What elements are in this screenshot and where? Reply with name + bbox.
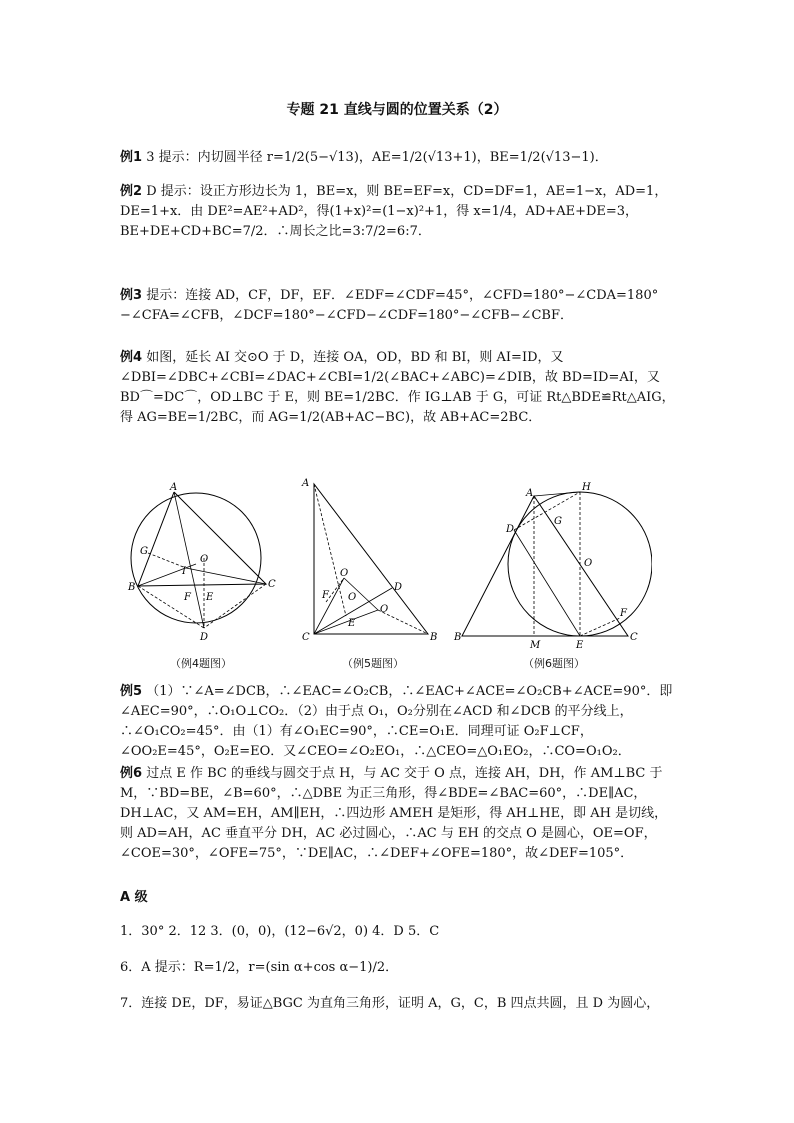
level-a-heading: A 级 <box>120 890 148 905</box>
answer-line: 7．连接 DE，DF，易证△BGC 为直角三角形，证明 A，G，C，B 四点共圆，且 D 为圆心， <box>120 996 660 1011</box>
svg-text:A: A <box>170 482 178 493</box>
svg-text:B: B <box>454 632 462 643</box>
example-5 <box>120 682 680 762</box>
svg-text:O: O <box>340 568 349 579</box>
example-text: 提示：连接 AD，CF，DF，EF．∠EDF=∠CDF=45°，∠CFD=180°−∠CDA=180°−∠CFA=∠CFB，∠DCF=180°−∠CFD−∠CDF=180°−∠CFB−∠CBF． <box>120 288 659 323</box>
example-2 <box>120 182 680 242</box>
svg-text:D: D <box>200 632 209 643</box>
example-label: 例2 <box>120 184 143 199</box>
figure-example-6 <box>452 478 652 648</box>
answer-line: 1．30° 2．12 3．(0，0)，(12−6√2，0) 4．D 5．C <box>120 924 440 939</box>
example-label: 例4 <box>120 350 143 365</box>
figure-example-5 <box>298 476 448 646</box>
svg-text:O: O <box>200 554 209 565</box>
svg-text:F: F <box>184 592 191 603</box>
example-text: （1）∵∠A=∠DCB，∴∠EAC=∠O₂CB，∴∠EAC+∠ACE=∠O₂CB+∠ACE=90°．即∠AEC=90°，∴O₁O⊥CO₂．（2）由于点 O₁，O₂分别在∠ACD 和∠DCB 的平分线上，∴∠O₁CO₂=45°．由（1）有∠O₁EC=90°，∴CE=O₁E．同理可证 O₂F⊥CF，∠OO₂E=45°，O₂E=EO．又∠CEO=∠O₂EO₁，∴△CEO=△O₁EO₂，∴CO=O₁O₂． <box>120 684 673 759</box>
svg-text:I: I <box>182 566 186 577</box>
svg-text:B: B <box>430 632 438 643</box>
example-text: 如图，延长 AI 交⊙O 于 D，连接 OA，OD，BD 和 BI，则 AI=ID，又∠DBI=∠DBC+∠CBI=∠DAC+∠CBI=1/2(∠BAC+∠ABC)=∠DIB，故 BD=ID=AI，又 BD⌒=DC⌒，OD⊥BC 于 E，则 BE=1/2BC．作 IG⊥AB 于 G，可证 Rt△BDE≌Rt△AIG，得 AG=BE=1/2BC，而 AG=1/2(AB+AC−BC)，故 AB+AC=2BC． <box>120 350 675 425</box>
example-label: 例5 <box>120 684 143 699</box>
example-label: 例3 <box>120 288 143 303</box>
example-4 <box>120 348 680 428</box>
figure-example-4 <box>126 478 286 648</box>
example-6 <box>120 764 680 864</box>
svg-text:C: C <box>302 632 310 643</box>
svg-text:E: E <box>576 640 584 648</box>
example-text: 3 提示：内切圆半径 r=1/2(5−√13)，AE=1/2(√13+1)，BE=1/2(√13−1)． <box>146 150 608 165</box>
svg-text:D: D <box>506 524 515 535</box>
svg-text:A: A <box>302 478 310 489</box>
svg-text:F: F <box>620 608 627 619</box>
figure-caption: （例4题图） <box>170 657 232 670</box>
svg-text:C: C <box>268 579 276 590</box>
svg-text:G: G <box>554 516 562 527</box>
svg-text:E: E <box>206 592 214 603</box>
svg-text:E: E <box>348 618 356 629</box>
answer-line: 6．A 提示：R=1/2，r=(sin α+cos α−1)/2． <box>120 960 399 975</box>
example-label: 例1 <box>120 150 143 165</box>
figure-caption: （例6题图） <box>523 657 585 670</box>
example-1 <box>120 148 680 168</box>
svg-text:F: F <box>322 590 329 601</box>
svg-text:O: O <box>584 558 593 569</box>
example-text: 过点 E 作 BC 的垂线与圆交于点 H，与 AC 交于 O 点，连接 AH，DH，作 AM⊥BC 于 M，∵BD=BE，∠B=60°，∴△DBE 为正三角形，得∠BDE=∠BAC=60°，∴DE∥AC，DH⊥AC，又 AM=EH，AM∥EH，∴四边形 AMEH 是矩形，得 AH⊥HE，即 AH 是切线，则 AD=AH，AC 垂直平分 DH，AC 必过圆心，∴AC 与 EH 的交点 O 是圆心，OE=OF，∠COE=30°，∠OFE=75°，∵DE∥AC，∴∠DEF+∠OFE=180°，故∠DEF=105°． <box>120 766 668 861</box>
example-label: 例6 <box>120 766 143 781</box>
example-text: D 提示：设正方形边长为 1，BE=x，则 BE=EF=x，CD=DF=1，AE=1−x，AD=1，DE=1+x．由 DE²=AE²+AD²，得(1+x)²=(1−x)²+1，得 x=1/4，AD+AE+DE=3，BE+DE+CD+BC=7/2．∴周长之比=3:7/2=6:7． <box>120 184 668 239</box>
svg-text:M: M <box>530 640 541 648</box>
svg-text:O: O <box>348 592 357 603</box>
figure-caption: （例5题图） <box>342 657 404 670</box>
svg-text:H: H <box>582 482 591 493</box>
svg-text:B: B <box>128 582 136 593</box>
example-3 <box>120 286 680 326</box>
svg-text:D: D <box>394 582 403 593</box>
page-title: 专题 21 直线与圆的位置关系（2） <box>286 102 508 118</box>
svg-text:G: G <box>140 546 148 557</box>
svg-text:O: O <box>380 604 389 615</box>
svg-text:A: A <box>526 488 534 499</box>
svg-text:C: C <box>630 632 638 643</box>
